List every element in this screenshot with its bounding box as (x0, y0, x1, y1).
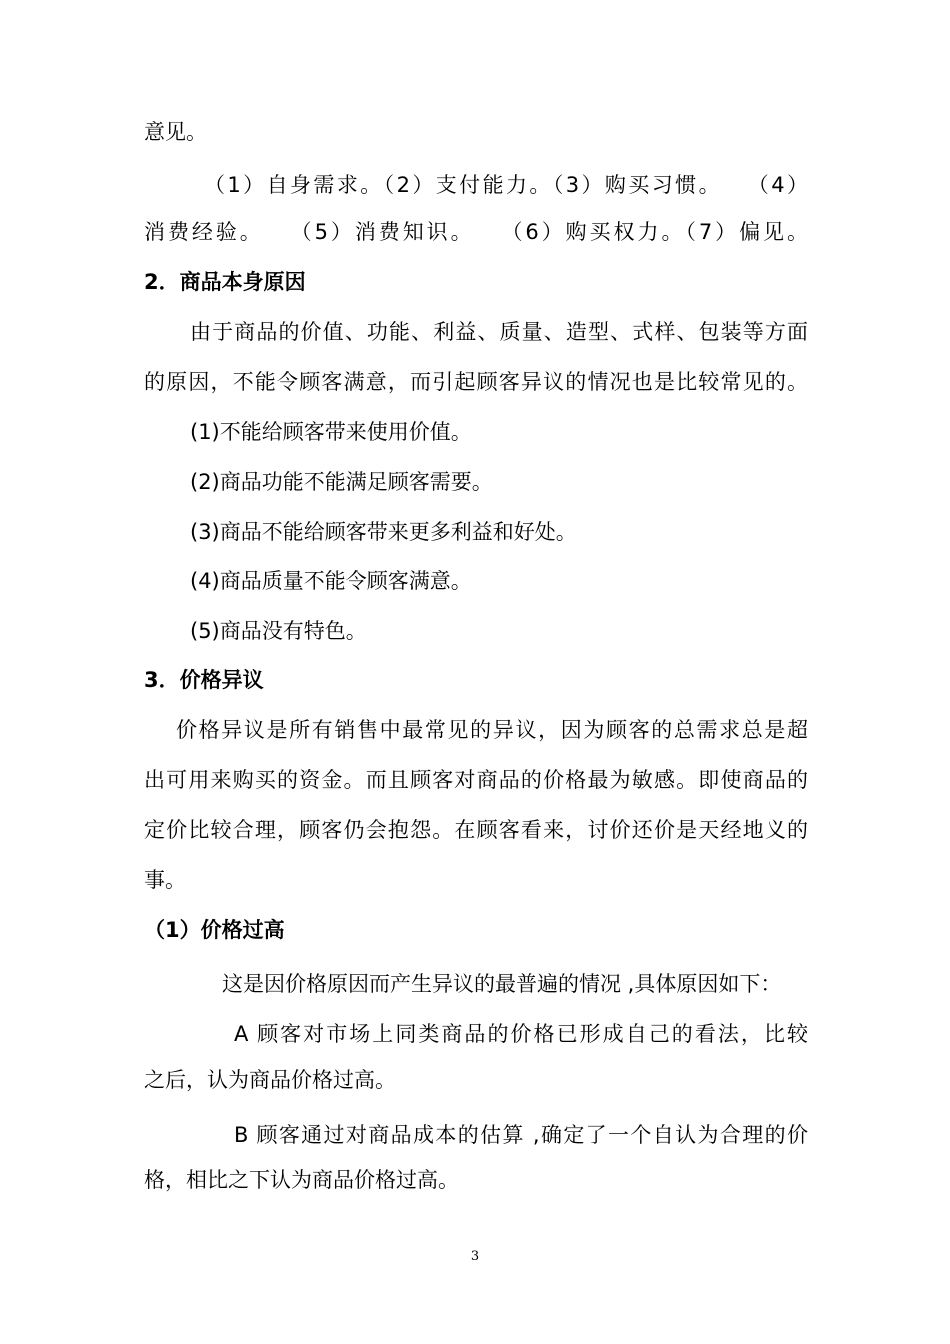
page-number: 3 (470, 1249, 480, 1264)
section-heading: 3．价格异议 (144, 668, 264, 692)
section-heading: 2．商品本身原因 (144, 270, 306, 294)
text-line: 消费经验。 （5）消费知识。 （6）购买权力。（7）偏见。 (144, 220, 808, 244)
list-item: (5)商品没有特色。 (190, 619, 367, 643)
text-line: 价格异议是所有销售中最常见的异议，因为顾客的总需求总是超 (176, 718, 808, 742)
list-item: (2)商品功能不能满足顾客需要。 (190, 470, 493, 494)
subsection-heading: （1）价格过高 (144, 918, 285, 942)
text-line: 由于商品的价值、功能、利益、质量、造型、式样、包装等方面 (190, 320, 808, 344)
text-line: 之后，认为商品价格过高。 (144, 1068, 396, 1092)
text-line: A 顾客对市场上同类商品的价格已形成自己的看法，比较 (234, 1022, 808, 1046)
list-item: (3)商品不能给顾客带来更多利益和好处。 (190, 520, 577, 544)
list-item: (4)商品质量不能令顾客满意。 (190, 569, 472, 593)
text-line: （1）自身需求。（2）支付能力。（3）购买习惯。 （4） (204, 173, 808, 197)
text-line: 定价比较合理，顾客仍会抱怨。在顾客看来，讨价还价是天经地义的 (144, 818, 808, 842)
text-line: 格，相比之下认为商品价格过高。 (144, 1168, 459, 1192)
text-line: B 顾客通过对商品成本的估算 ,确定了一个自认为合理的价 (234, 1123, 808, 1147)
text-line: 事。 (144, 868, 186, 892)
text-line: 出可用来购买的资金。而且顾客对商品的价格最为敏感。即使商品的 (144, 768, 808, 792)
text-line: 意见。 (144, 120, 207, 144)
text-line: 这是因价格原因而产生异议的最普遍的情况 ,具体原因如下： (222, 972, 782, 996)
list-item: (1)不能给顾客带来使用价值。 (190, 420, 472, 444)
text-line: 的原因，不能令顾客满意，而引起顾客异议的情况也是比较常见的。 (144, 370, 808, 394)
